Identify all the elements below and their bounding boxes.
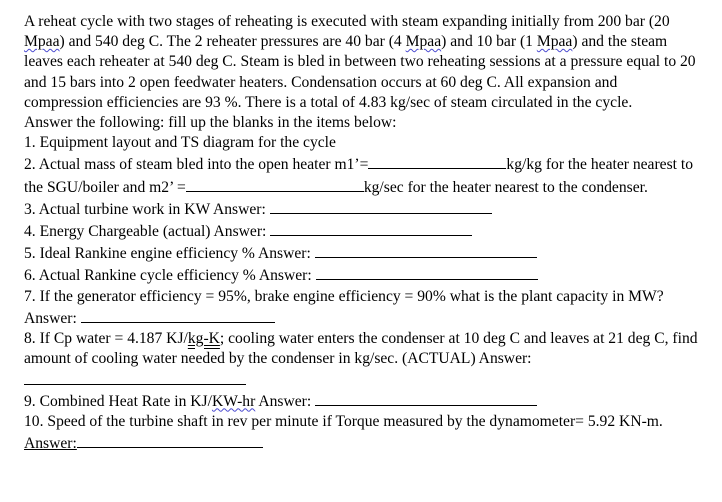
item-8-blank[interactable] [24,369,246,385]
item-10-blank[interactable] [77,432,263,448]
problem-text-4: ) and the steam leaves each reheater at 540 deg C. Steam is bled in between two reheating sessions at a pressure equal to 20 and 15 bars into 2 open feedwater heaters. Condensation occurs at 60 deg C. All expansion and compression efficiencies are 93 %. There is a total of 4.83 kg/sec of steam circulated in the cycle. [24,33,696,111]
item-8-unit: kg-K [187,330,220,348]
item-3-text: 3. Actual turbine work in KW Answer: [24,200,266,218]
item-8-answer-line [24,369,698,389]
item-6-blank[interactable] [316,264,538,280]
problem-text-3: ) and 10 bar (1 [441,33,537,51]
item-7 [24,287,698,329]
item-2-blank-m2[interactable] [186,176,364,192]
item-2-text-a: 2. Actual mass of steam bled into the open heater m1’= [24,156,369,174]
problem-text-1: A reheat cycle with two stages of reheating is executed with steam expanding initially from 200 bar (20 [24,13,670,30]
item-8-text-b: ; cooling water enters the condenser at 10 deg C and leaves at 21 deg C, find amount of cooling water needed by the condenser in kg/sec. (ACTUAL) Answer: [24,330,698,368]
problem-unit-2: Mpaa [405,33,442,51]
instruction: Answer the following: fill up the blanks in the items below: [24,114,397,132]
item-3-blank[interactable] [270,198,492,214]
item-5-text: 5. Ideal Rankine engine efficiency % Answer: [24,245,311,263]
item-8-text-a: 8. If Cp water = 4.187 KJ/ [24,330,188,348]
problem-unit-1: Mpaa [24,33,60,51]
item-4-blank[interactable] [270,220,472,236]
item-2-text-b: kg/kg for the heater nearest to the SGU/boiler and m2’ = [24,156,694,196]
item-2-text-c: kg/sec for the heater nearest to the condenser. [363,178,648,196]
item-4-text: 4. Energy Chargeable (actual) Answer: [24,223,267,241]
item-6-text: 6. Actual Rankine cycle efficiency % Answer: [24,267,312,285]
problem-unit-3: Mpaa [536,33,573,51]
item-9-text-a: 9. Combined Heat Rate in KJ/ [24,392,212,410]
item-9-unit: KW-hr [211,392,256,410]
item-5-blank[interactable] [315,242,537,258]
item-9-text-b: Answer: [255,392,312,410]
item-7-text: 7. If the generator efficiency = 95%, brake engine efficiency = 90% what is the plant capacity in MW? Answer: [24,287,664,327]
item-9-blank[interactable] [315,390,537,406]
item-6 [24,264,698,286]
item-7-blank[interactable] [81,307,275,323]
item-2-blank-m1[interactable] [368,153,506,169]
item-2 [24,153,698,197]
item-4 [24,220,698,242]
problem-text-2: ) and 540 deg C. The 2 reheater pressures are 40 bar (4 [59,33,406,51]
item-10-text: 10. Speed of the turbine shaft in rev per minute if Torque measured by the dynamometer= 5.92 KN-m. [24,412,663,430]
item-9 [24,390,698,412]
item-1: 1. Equipment layout and TS diagram for the cycle [24,134,336,152]
item-5 [24,242,698,264]
item-10-answer-label: Answer: [24,435,77,453]
item-3 [24,198,698,220]
item-10 [24,412,698,454]
problem-statement [24,12,698,113]
item-8 [24,329,698,369]
